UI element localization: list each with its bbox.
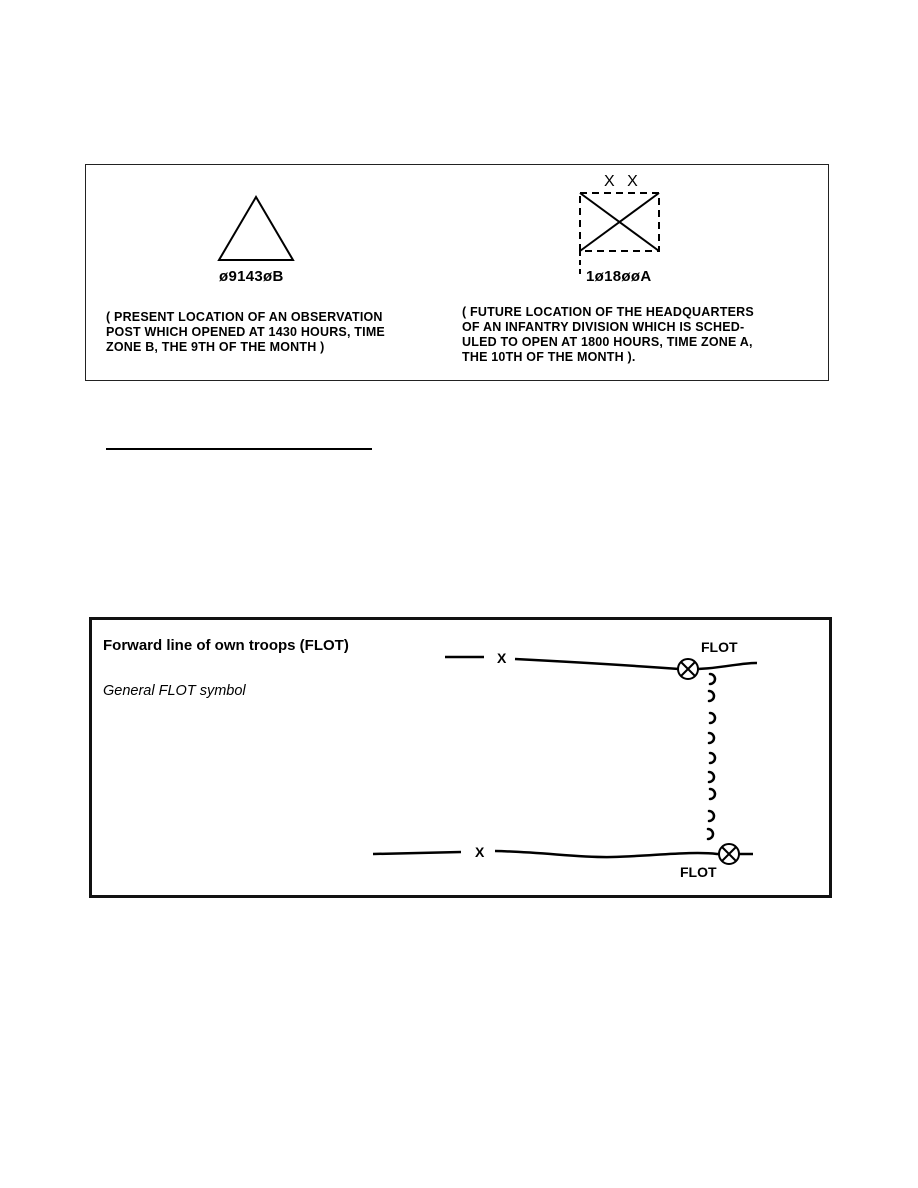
flot-subtitle: General FLOT symbol bbox=[103, 683, 246, 699]
flot-drawing bbox=[92, 620, 829, 895]
division-hq-dtg: 1ø18øøA bbox=[586, 268, 652, 285]
flot-top-echelon-mark: X bbox=[497, 650, 507, 666]
observation-post-caption: ( PRESENT LOCATION OF AN OBSERVATION POST WHICH OPENED AT 1430 HOURS, TIME ZONE B, THE 9TH OF THE MONTH ) bbox=[106, 310, 385, 354]
flot-top-label: FLOT bbox=[701, 639, 738, 655]
flot-panel bbox=[89, 617, 832, 898]
section-underline bbox=[106, 448, 372, 450]
flot-top-circle-x-icon bbox=[678, 659, 698, 679]
hq-echelon-mark: X X bbox=[604, 173, 642, 190]
division-hq-caption: ( FUTURE LOCATION OF THE HEADQUARTERS OF AN INFANTRY DIVISION WHICH IS SCHED- ULED TO OPEN AT 1800 HOURS, TIME ZONE A, THE 10TH OF THE MONTH ). bbox=[462, 305, 754, 364]
flot-top-line-right bbox=[515, 659, 757, 669]
symbol-example-panel bbox=[85, 164, 829, 381]
division-headquarters-icon bbox=[580, 193, 659, 277]
flot-bottom-line-left bbox=[373, 852, 461, 854]
flot-bottom-circle-x-icon bbox=[719, 844, 739, 864]
flot-bottom-echelon-mark: X bbox=[475, 844, 485, 860]
observation-post-triangle-icon bbox=[219, 197, 293, 260]
flot-bottom-label: FLOT bbox=[680, 864, 717, 880]
flot-title: Forward line of own troops (FLOT) bbox=[103, 637, 349, 654]
flot-bottom-line-right bbox=[495, 851, 753, 857]
flot-scallop-connector bbox=[708, 674, 715, 839]
observation-post-dtg: ø9143øB bbox=[219, 268, 284, 285]
